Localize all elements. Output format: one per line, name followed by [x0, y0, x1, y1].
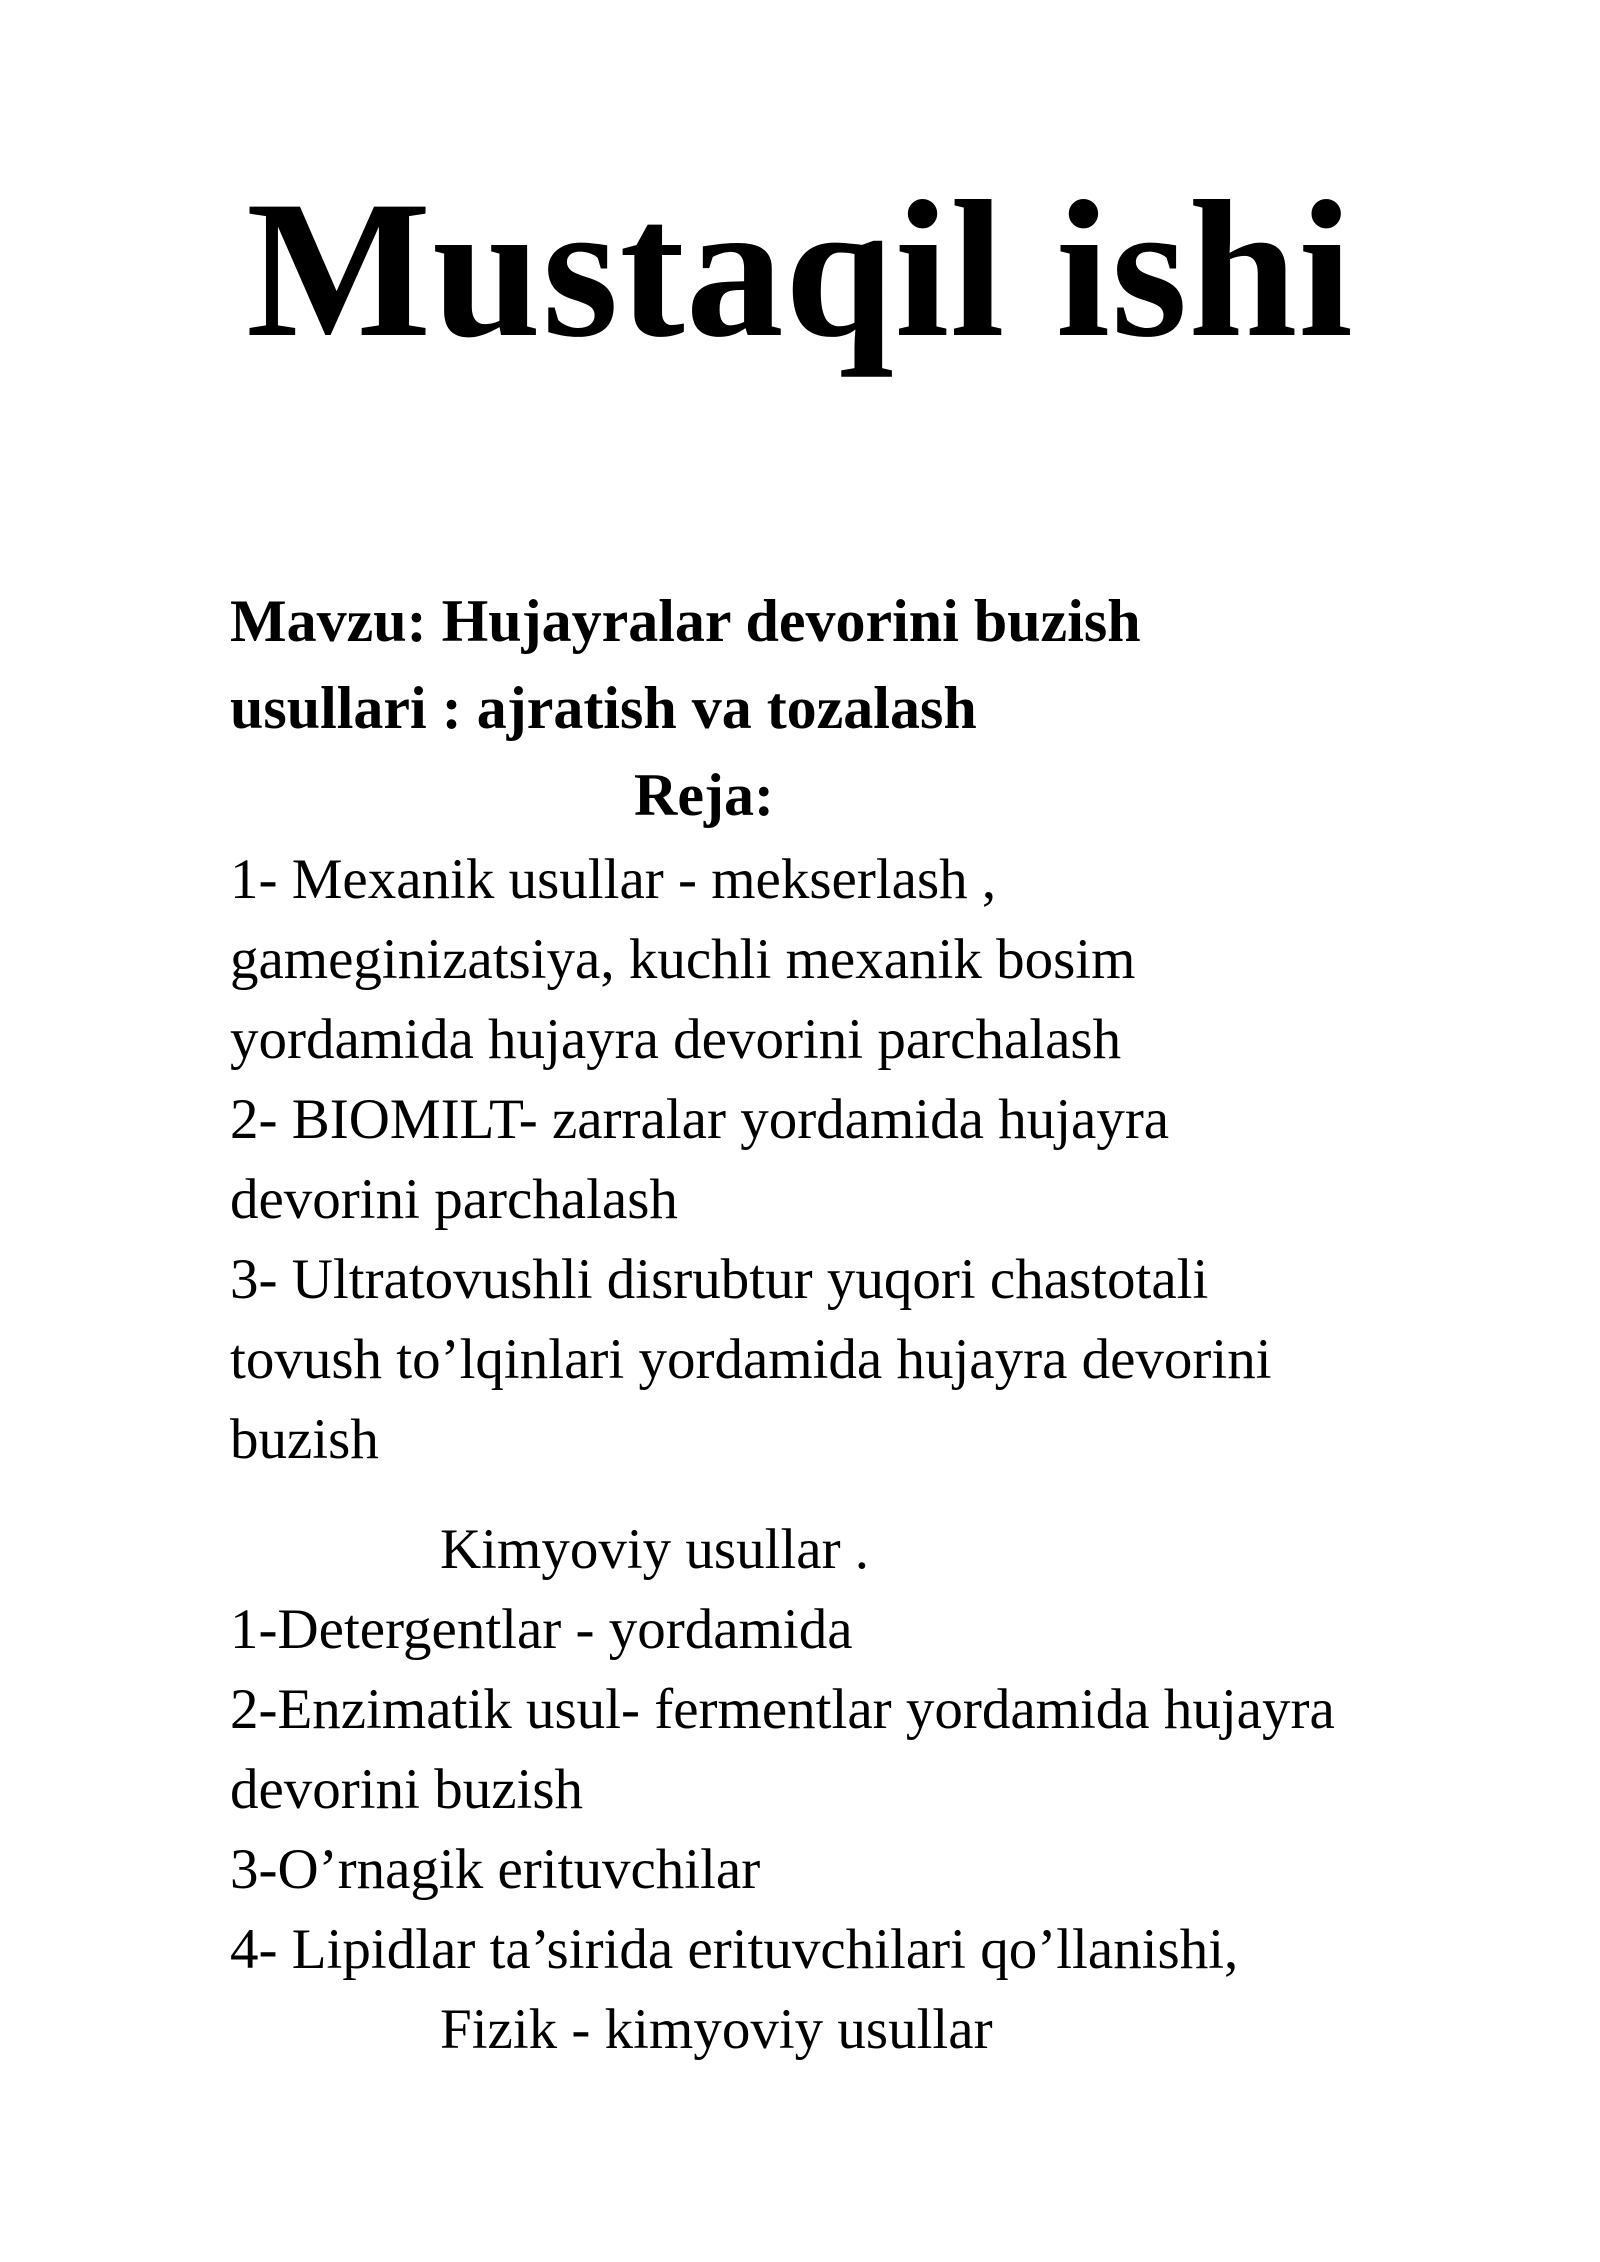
text-line: 3- Ultratovushli disrubtur yuqori chastotali — [230, 1248, 1209, 1311]
topic-heading — [230, 578, 1430, 752]
text-line: yordamida hujayra devorini parchalash — [230, 1008, 1122, 1071]
chemical-methods-heading: Kimyoviy usullar . — [440, 1518, 870, 1581]
physchem-methods-heading: Fizik - kimyoviy usullar — [440, 1998, 993, 2061]
document-title: Mustaqil ishi — [246, 161, 1354, 378]
text-line: 4- Lipidlar ta’sirida erituvchilari qo’llanishi, — [230, 1918, 1239, 1981]
text-line: tovush to’lqinlari yordamida hujayra devorini — [230, 1328, 1272, 1391]
mechanical-methods-section — [230, 840, 1530, 1480]
text-line: 1- Mexanik usullar - mekserlash , — [230, 848, 997, 911]
text-line: 2- BIOMILT- zarralar yordamida hujayra — [230, 1088, 1170, 1151]
text-line: 1-Detergentlar - yordamida — [230, 1598, 853, 1661]
text-line: 3-O’rnagik erituvchilar — [230, 1838, 761, 1901]
topic-line: usullari : ajratish va tozalash — [230, 675, 977, 741]
text-line: buzish — [230, 1408, 379, 1471]
chemical-methods-section — [230, 1510, 1530, 2070]
topic-line: Mavzu: Hujayralar devorini buzish — [230, 588, 1141, 654]
text-line: devorini buzish — [230, 1758, 584, 1821]
text-line: devorini parchalash — [230, 1168, 678, 1231]
text-line: gameginizatsiya, kuchli mexanik bosim — [230, 928, 1136, 991]
text-line: 2-Enzimatik usul- fermentlar yordamida hujayra — [230, 1678, 1335, 1741]
plan-heading: Reja: — [634, 762, 774, 828]
